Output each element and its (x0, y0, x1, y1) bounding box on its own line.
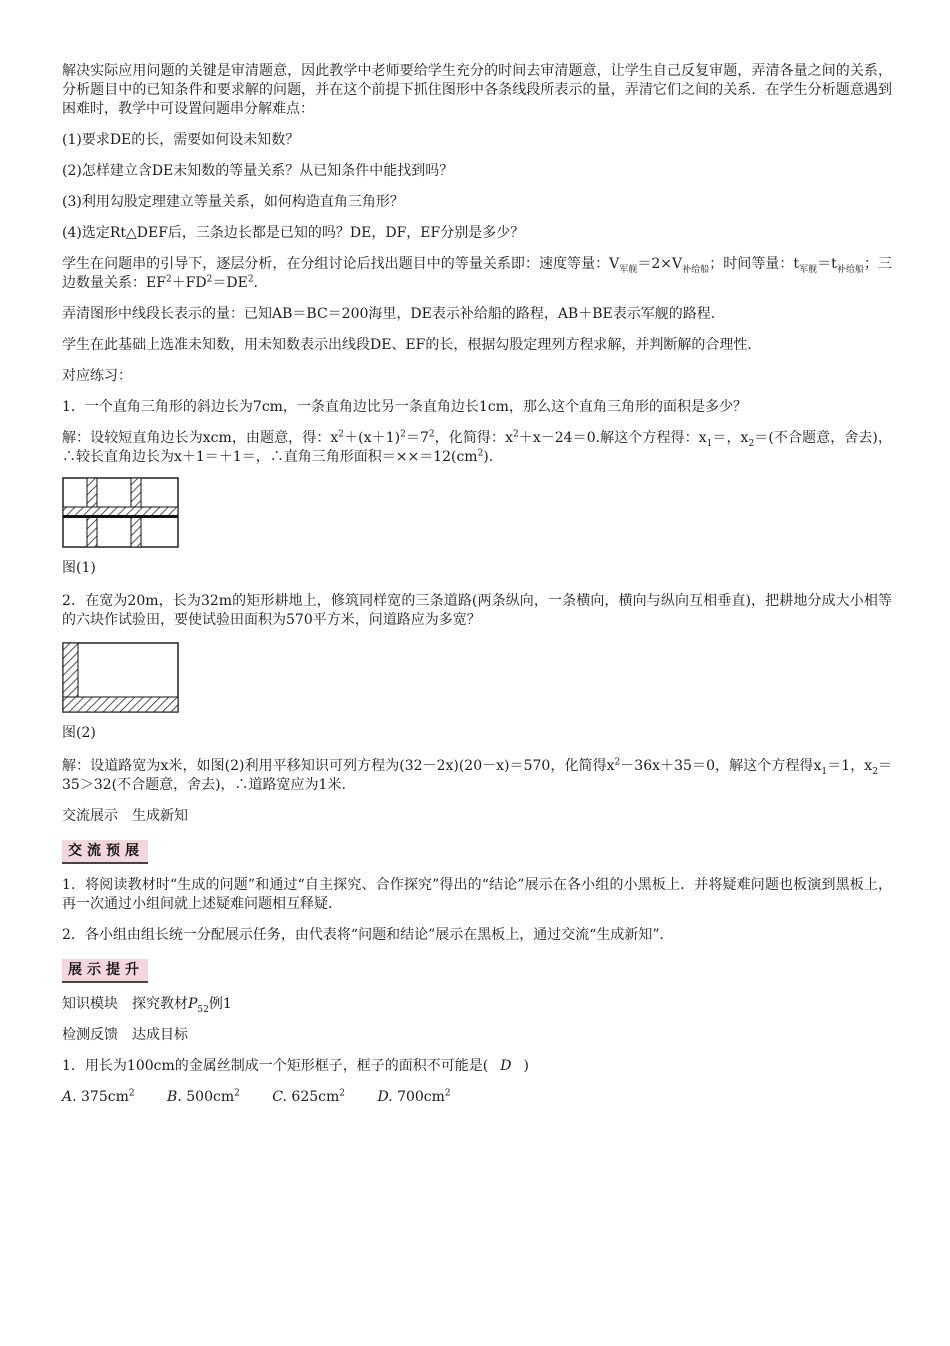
question-2: (2)怎样建立含DE未知数的等量关系？从已知条件中能找到吗？ (62, 163, 454, 179)
question-4: (4)选定Rt△DEF后，三条边长都是已知的吗？DE，DF，EF分别是多少？ (62, 225, 525, 241)
figure-1-caption: 图(1) (62, 560, 96, 576)
answer-choices (62, 1088, 892, 1107)
practice-title: 对应练习： (62, 368, 132, 384)
feedback-heading: 检测反馈 达成目标 (62, 1027, 188, 1043)
choice-b: B. $500cm^2$ (167, 1088, 240, 1105)
figure-2-translated-roads (62, 642, 180, 714)
method-paragraph: 学生在此基础上选准未知数，用未知数表示出线段DE、EF的长，根据勾股定理列方程求解，并判断解的合理性． (62, 337, 762, 353)
question-1: (1)要求DE的长，需要如何设未知数？ (62, 132, 300, 148)
figure-2-caption: 图(2) (62, 725, 96, 741)
exercise-1-solution: 解：设较短直角边长为xcm，由题意，得：$x^2+(x+1)^2=7^2$，化简得：$x^2+x-24=0$.解这个方程得：$x_1=$，$x_2=$(不合题意，舍去)，∴较长直角边长为x＋1＝＋1＝，∴直角三角形面积$=\times\times=12(cm^2)$. (62, 429, 892, 465)
exchange-item-2: 2．各小组由组长统一分配展示任务，由代表将“问题和结论”展示在黑板上，通过交流“生成新知”． (62, 927, 674, 943)
document-page (62, 62, 892, 1117)
badge-exchange-preview: 交流预展 (62, 840, 148, 864)
question-3: (3)利用勾股定理建立等量关系，如何构造直角三角形？ (62, 194, 404, 210)
exercise-1-question: 1．一个直角三角形的斜边长为7cm，一条直角边比另一条直角边长1cm，那么这个直角三角形的面积是多少？ (62, 399, 747, 415)
analysis-paragraph: 学生在问题串的引导下，逐层分析，在分组讨论后找出题目中的等量关系即：速度等量：$V_{军舰}=2\times V_{补给船}$；时间等量：$t_{军舰}=t_{补给船}$；三边数量关系：$EF^2+FD^2=DE^2$. (62, 256, 892, 291)
figure-1-field-with-roads (62, 477, 180, 549)
exercise-2-question: 2．在宽为20m，长为32m的矩形耕地上，修筑同样宽的三条道路(两条纵向，一条横向，横向与纵向互相垂直)，把耕地分成大小相等的六块作试验田，要使试验田面积为570平方米，问道路应为多宽？ (62, 593, 892, 628)
exchange-item-1: 1．将阅读教材时“生成的问题”和通过“自主探究、合作探究”得出的“结论”展示在各小组的小黑板上．并将疑难问题也板演到黑板上，再一次通过小组间就上述疑难问题相互释疑． (62, 877, 892, 912)
choice-d: D. $700cm^2$ (377, 1088, 451, 1105)
final-question: 1．用长为100cm的金属丝制成一个矩形框子，框子的面积不可能是( D ) (62, 1058, 529, 1074)
intro-paragraph: 解决实际应用问题的关键是审清题意，因此教学中老师要给学生充分的时间去审清题意，让学生自己反复审题，弄清各量之间的关系，分析题目中的已知条件和要求解的问题，并在这个前提下抓住图形中各条线段所表示的量，弄清它们之间的关系．在学生分析题意遇到困难时，教学中可设置问题串分解难点： (62, 63, 892, 117)
choice-c: C. $625cm^2$ (272, 1088, 345, 1105)
section-heading: 交流展示 生成新知 (62, 808, 188, 824)
badge-display-improve: 展示提升 (62, 959, 148, 983)
exercise-2-solution: 解：设道路宽为x米，如图(2)利用平移知识可列方程为(32－2x)(20－x)＝570，化简得$x^2-36x+35=0$，解这个方程得$x_1=1$，$x_2=35>32$(不合题意，舍去)，∴道路宽应为1米. (62, 757, 893, 793)
segments-paragraph: 弄清图形中线段长表示的量：已知AB＝BC＝200海里，DE表示补给船的路程，AB＋BE表示军舰的路程． (62, 306, 725, 322)
answer-mark: D (500, 1058, 512, 1074)
knowledge-module: 知识模块 探究教材$P_{52}$例1 (62, 996, 232, 1015)
choice-a: A. $375cm^2$ (62, 1088, 135, 1105)
